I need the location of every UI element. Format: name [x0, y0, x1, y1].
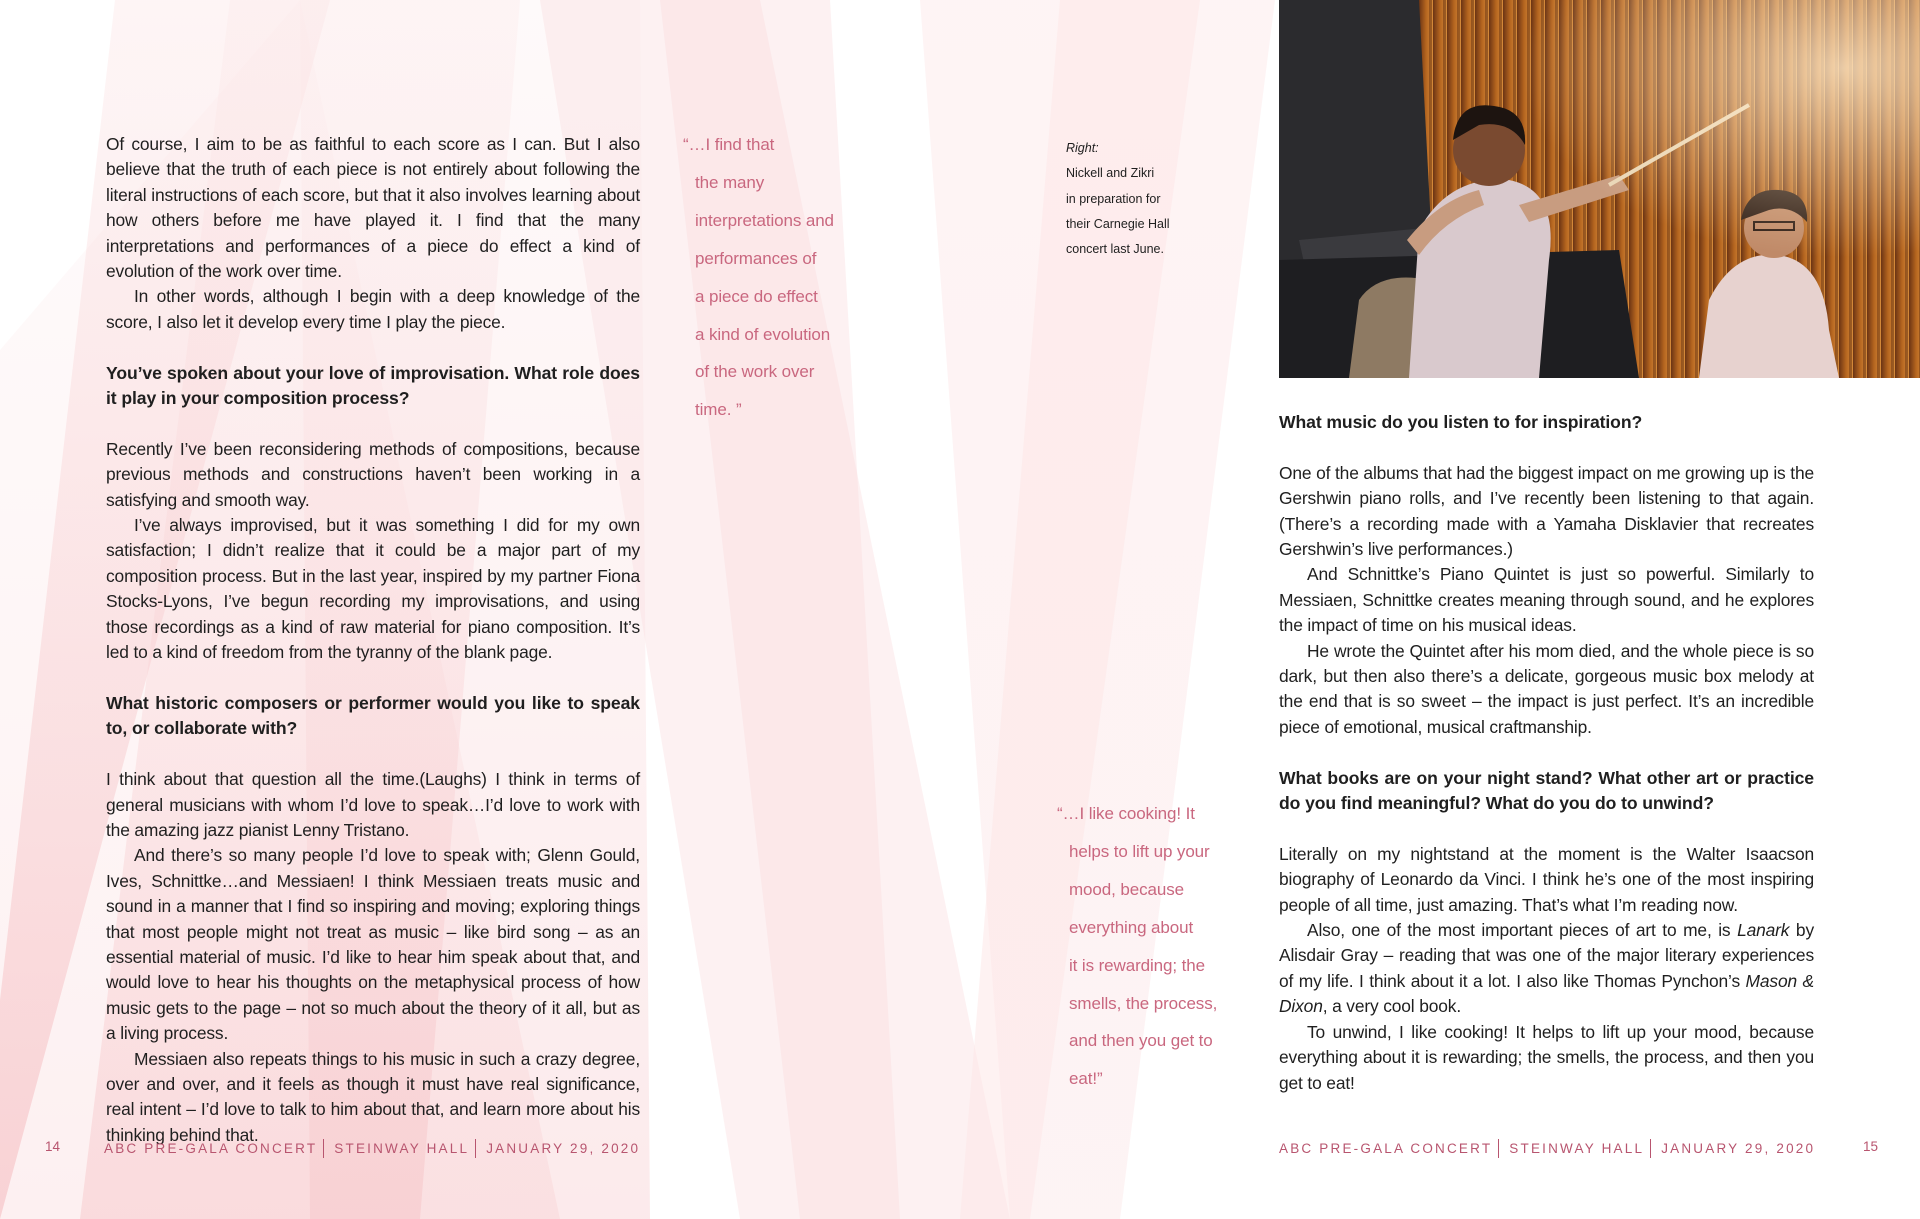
footer-divider — [1650, 1139, 1651, 1158]
paragraph: And there’s so many people I’d love to speak with; Glenn Gould, Ives, Schnittke…and Messiaen! I think Messiaen treats music and sound in a manner that I find so inspiring and moving; exploring things that most people might not treat as music – like bird song – as an essential material of music. I’d like to hear him speak about that, and would love to hear his thoughts on the metaphysical process of how music gets to the page – not so much about the theory of it all, but as a living process. — [106, 845, 640, 1044]
book-title: Lanark — [1737, 920, 1790, 941]
paragraph: He wrote the Quintet after his mom died, and the whole piece is so dark, but then also there’s a delicate, gorgeous music box melody at the end that is so sweet – the impact is just perfect. It’s an incredible piece of emotional, musical craftmanship. — [1279, 640, 1814, 737]
pull-quote-line: “…I like cooking! It — [1057, 804, 1195, 823]
pull-quote-line: and then you get to — [1069, 1031, 1213, 1051]
paragraph: Messiaen also repeats things to his music in such a crazy degree, over and over, and it feels as though it must have real significance, real intent – I’d love to talk to him about that, and learn more about his thinking behind that. — [106, 1048, 640, 1145]
pull-quote-line: eat!” — [1069, 1069, 1103, 1089]
caption-label: Right: — [1066, 141, 1099, 155]
caption-line: in preparation for — [1066, 191, 1161, 206]
pull-quote-right — [1057, 795, 1217, 1098]
pull-quote-line: smells, the process, — [1069, 993, 1218, 1013]
page-number: 14 — [45, 1139, 61, 1154]
paragraph: To unwind, I like cooking! It helps to lift up your mood, because everything about it is rewarding; the smells, the process, and then you get to eat! — [1279, 1021, 1814, 1093]
interview-question: You’ve spoken about your love of improvisation. What role does it play in your composition process? — [106, 362, 640, 409]
pull-quote-line: time. ” — [695, 400, 742, 420]
caption-line: Nickell and Zikri — [1066, 166, 1155, 181]
pull-quote-line: performances of — [695, 248, 817, 268]
paragraph: I think about that question all the time.(Laughs) I think in terms of general musicians with whom I’d love to speak…I’d love to work with the amazing jazz pianist Lenny Tristano. — [106, 769, 640, 840]
paragraph: In other words, although I begin with a deep knowledge of the score, I also let it develop every time I play the piece. — [106, 286, 640, 332]
rehearsal-photo — [1279, 0, 1920, 378]
pull-quote-line: a piece do effect — [695, 286, 818, 306]
footer-event: ABC PRE-GALA CONCERT — [104, 1141, 318, 1156]
pull-quote-line: mood, because — [1069, 879, 1184, 899]
footer-event: ABC PRE-GALA CONCERT — [1279, 1141, 1493, 1156]
pull-quote-left — [683, 126, 834, 429]
paragraph: Literally on my nightstand at the moment is the Walter Isaacson biography of Leonardo da Vinci. I think he’s one of the most inspiring people of all time, just amazing. That’s what I’m reading now. — [1279, 843, 1814, 915]
footer-divider — [1498, 1139, 1499, 1158]
left-article-column — [106, 132, 640, 1148]
footer-date: JANUARY 29, 2020 — [1661, 1141, 1816, 1156]
pull-quote-line: “…I find that — [683, 135, 775, 154]
pull-quote-line: interpretations and — [695, 210, 834, 230]
page-footer — [104, 1139, 640, 1158]
right-article-column — [1279, 410, 1814, 1096]
photo-caption — [1066, 136, 1170, 262]
pull-quote-line: the many — [695, 172, 765, 192]
pull-quote-line: it is rewarding; the — [1069, 955, 1205, 975]
paragraph: And Schnittke’s Piano Quintet is just so powerful. Similarly to Messiaen, Schnittke creates meaning through sound, and he explores the impact of time on his musical ideas. — [1279, 564, 1814, 636]
photo-illustration — [1279, 0, 1920, 378]
footer-venue: STEINWAY HALL — [1509, 1141, 1645, 1156]
interview-question: What music do you listen to for inspiration? — [1279, 412, 1643, 432]
footer-divider — [323, 1139, 324, 1158]
pull-quote-line: a kind of evolution — [695, 324, 831, 344]
pull-quote-line: everything about — [1069, 917, 1194, 937]
interview-question: What books are on your night stand? What other art or practice do you find meaningful? What do you do to unwind? — [1279, 767, 1814, 814]
footer-date: JANUARY 29, 2020 — [486, 1141, 641, 1156]
caption-line: their Carnegie Hall — [1066, 216, 1170, 231]
page-footer — [1279, 1139, 1815, 1158]
pull-quote-line: helps to lift up your — [1069, 841, 1210, 861]
pull-quote-line: of the work over — [695, 362, 815, 382]
interview-question: What historic composers or performer would you like to speak to, or collaborate with? — [106, 692, 640, 739]
paragraph: One of the albums that had the biggest impact on me growing up is the Gershwin piano rolls, and I’ve recently been listening to that again. (There’s a recording made with a Yamaha Disklavier that recreates Gershwin’s live performances.) — [1279, 462, 1814, 560]
paragraph: Also, one of the most important pieces of art to me, is Lanark by Alisdair Gray – reading that was one of the major literary experiences of my life. I think about it a lot. I also like Thomas Pynchon’s Mason & Dixon, a very cool book. — [1279, 920, 1814, 1017]
paragraph: I’ve always improvised, but it was something I did for my own satisfaction; I didn’t realize that it could be a major part of my composition process. But in the last year, inspired by my partner Fiona Stocks-Lyons, I’ve begun recording my improvisations, and using those recordings as a kind of raw material for piano composition. It’s led to a kind of freedom from the tyranny of the blank page. — [106, 515, 640, 663]
page-number: 15 — [1863, 1139, 1879, 1154]
footer-divider — [475, 1139, 476, 1158]
paragraph: Recently I’ve been reconsidering methods of compositions, because previous methods and constructions haven’t been working in a satisfying and smooth way. — [106, 438, 640, 510]
book-title: Mason & Dixon — [1279, 970, 1814, 1017]
caption-line: concert last June. — [1066, 242, 1164, 257]
paragraph: Of course, I aim to be as faithful to each score as I can. But I also believe that the truth of each piece is not entirely about following the literal instructions of each score, but that it also involves learning about how others before me have played it. I find that the many interpretations and performances of a piece do effect a kind of evolution of the work over time. — [106, 134, 640, 282]
footer-venue: STEINWAY HALL — [334, 1141, 470, 1156]
